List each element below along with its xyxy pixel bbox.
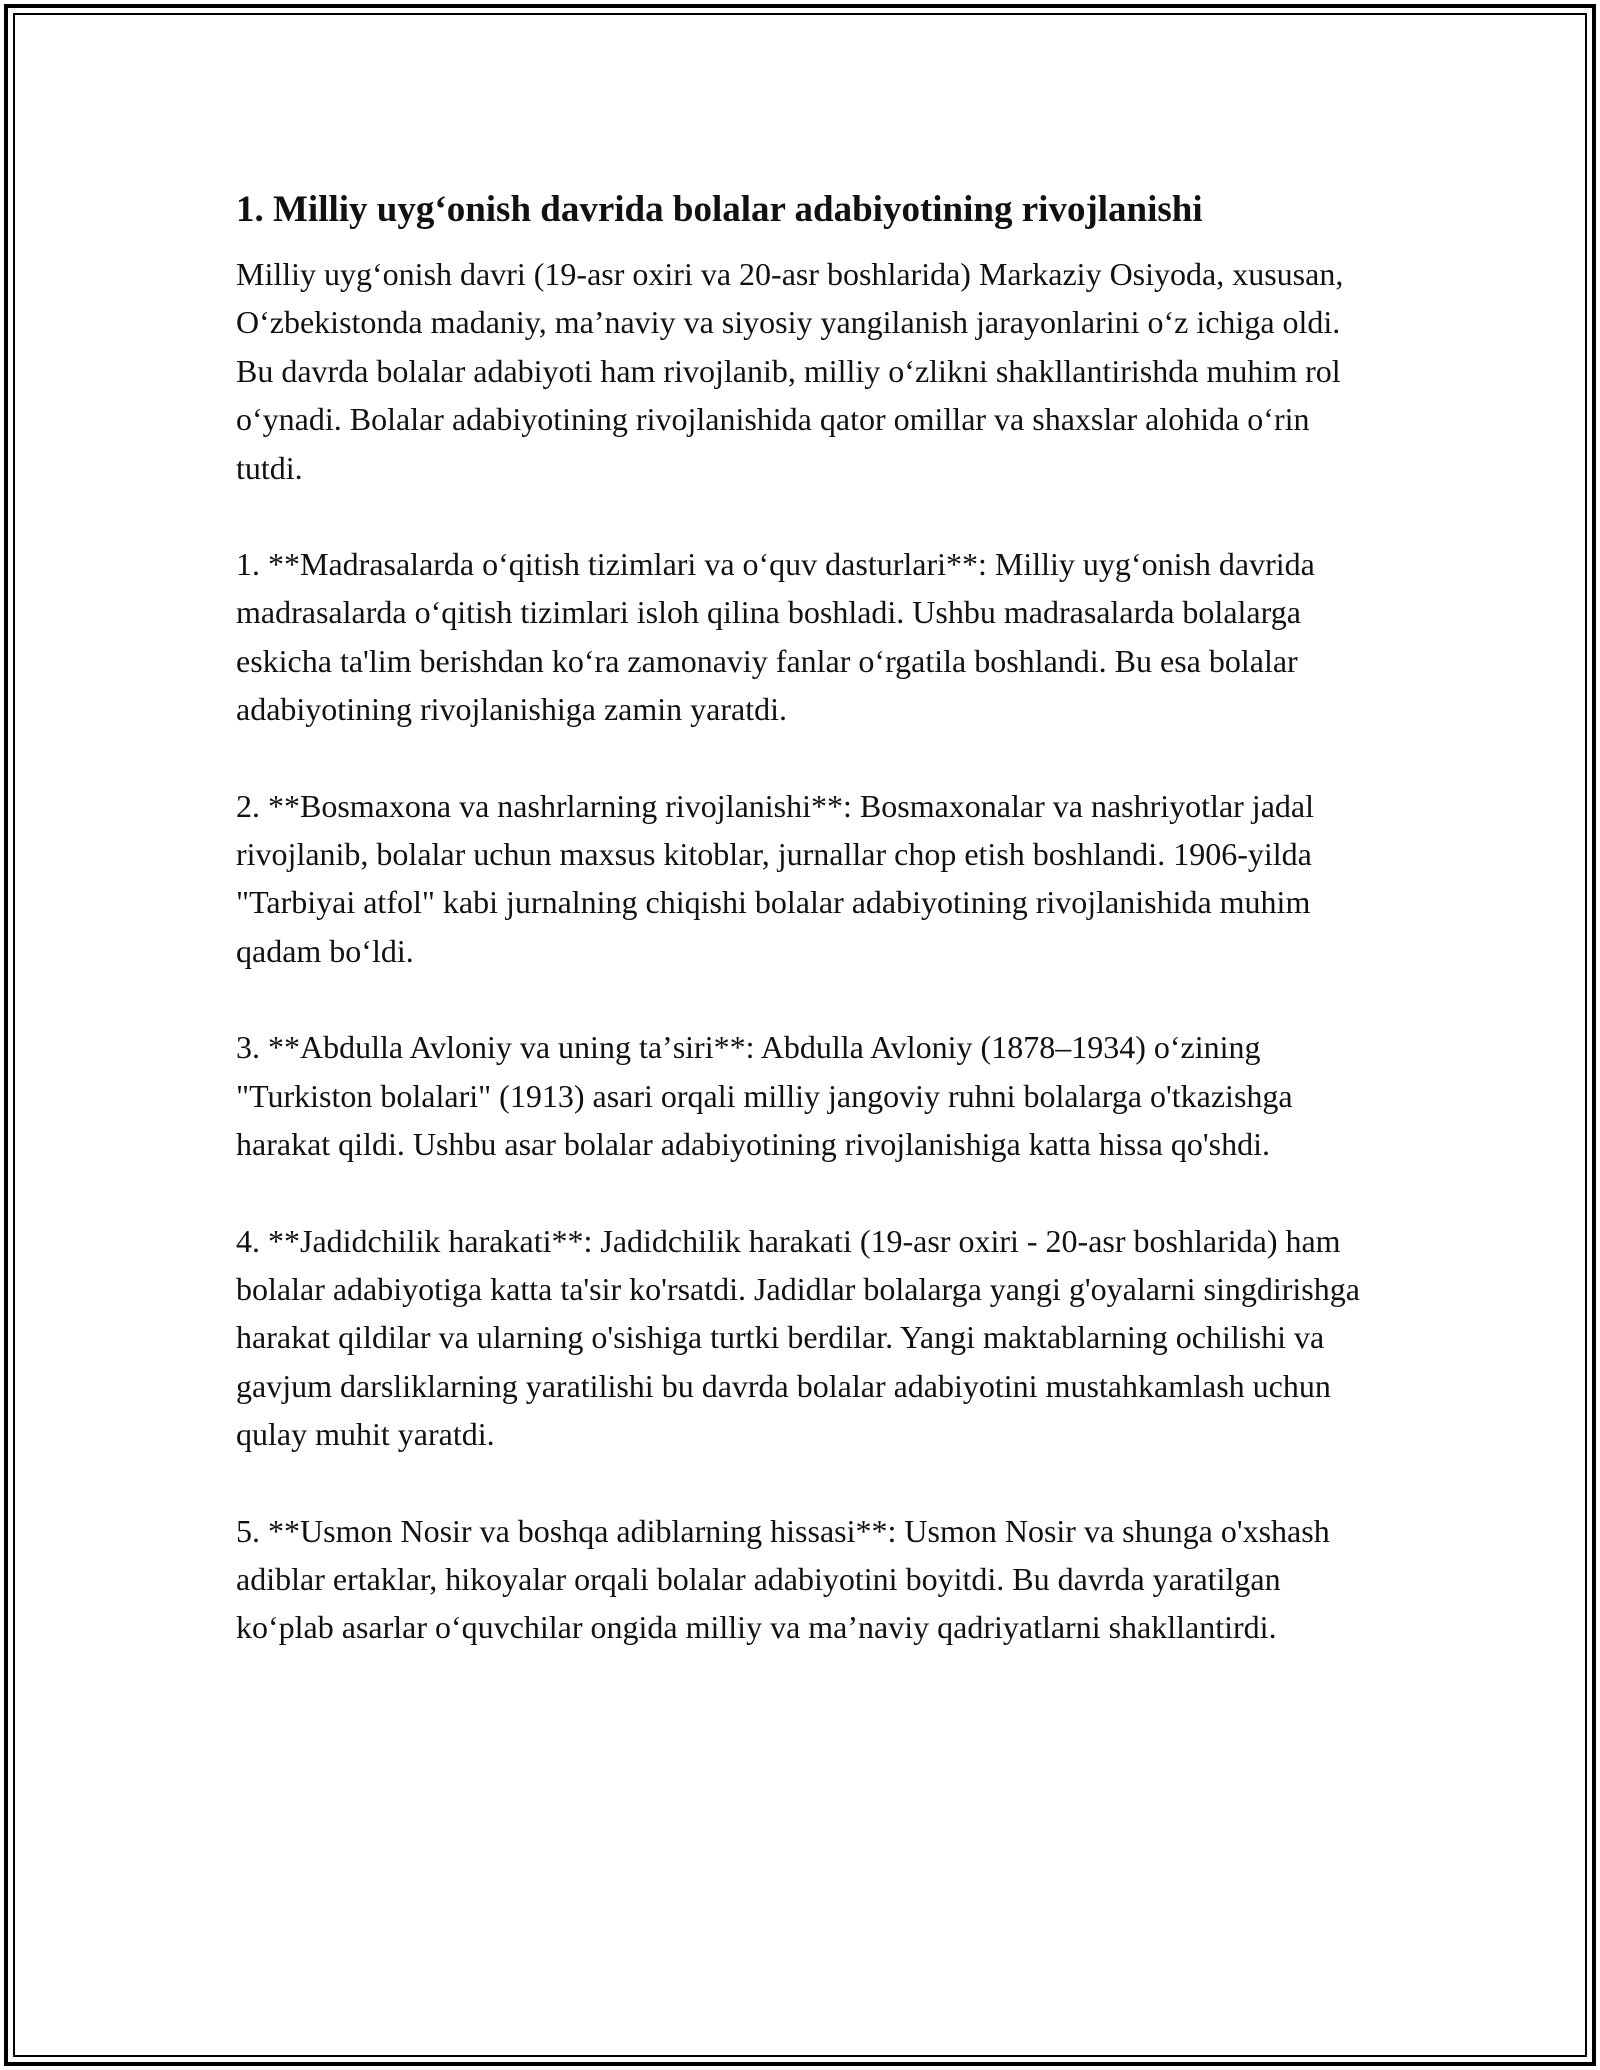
list-item-usmon-nosir: 5. **Usmon Nosir va boshqa adiblarning hissasi**: Usmon Nosir va shunga o'xshash adiblar ertaklar, hikoyalar orqali bolalar adabiyotini boyitdi. Bu davrda yaratilgan koʻplab asarlar oʻquvchilar ongida milliy va maʼnaviy qadriyatlarni shakllantirdi. xyxy=(236,1512,1330,1646)
list-item-bosmaxona: 2. **Bosmaxona va nashrlarning rivojlanishi**: Bosmaxonalar va nashriyotlar jadal rivojlanib, bolalar uchun maxsus kitoblar, jurnallar chop etish boshlandi. 1906-yilda "Tarbiyai atfol" kabi jurnalning chiqishi bolalar adabiyotining rivojlanishida muhim qadam boʻldi. xyxy=(236,787,1314,969)
document-title: 1. Milliy uygʻonish davrida bolalar adabiyotining rivojlanishi xyxy=(236,189,1203,230)
list-item-avloniy: 3. **Abdulla Avloniy va uning taʼsiri**: Abdulla Avloniy (1878–1934) oʻzining "Turkiston bolalari" (1913) asari orqali milliy jangoviy ruhni bolalarga o'tkazishga harakat qildi. Ushbu asar bolalar adabiyotining rivojlanishiga katta hissa qo'shdi. xyxy=(236,1029,1293,1163)
list-item-madrasalar: 1. **Madrasalarda oʻqitish tizimlari va oʻquv dasturlari**: Milliy uygʻonish davrida madrasalarda oʻqitish tizimlari isloh qilina boshladi. Ushbu madrasalarda bolalarga eskicha ta'lim berishdan koʻra zamonaviy fanlar oʻrgatila boshlandi. Bu esa bolalar adabiyotining rivojlanishiga zamin yaratdi. xyxy=(236,546,1315,728)
document-body xyxy=(236,184,1364,1700)
list-item-jadidchilik: 4. **Jadidchilik harakati**: Jadidchilik harakati (19-asr oxiri - 20-asr boshlarida) ham bolalar adabiyotiga katta ta'sir ko'rsatdi. Jadidlar bolalarga yangi g'oyalarni singdirishga harakat qildilar va ularning o'sishiga turtki berdilar. Yangi maktablarning ochilishi va gavjum darsliklarning yaratilishi bu davrda bolalar adabiyotini mustahkamlash uchun qulay muhit yaratdi. xyxy=(236,1222,1360,1453)
intro-paragraph: Milliy uygʻonish davri (19-asr oxiri va 20-asr boshlarida) Markaziy Osiyoda, xususan, Oʻzbekistonda madaniy, maʼnaviy va siyosiy yangilanish jarayonlarini oʻz ichiga oldi. Bu davrda bolalar adabiyoti ham rivojlanib, milliy oʻzlikni shakllantirishda muhim rol oʻynadi. Bolalar adabiyotining rivojlanishida qator omillar va shaxslar alohida oʻrin tutdi. xyxy=(236,256,1344,486)
